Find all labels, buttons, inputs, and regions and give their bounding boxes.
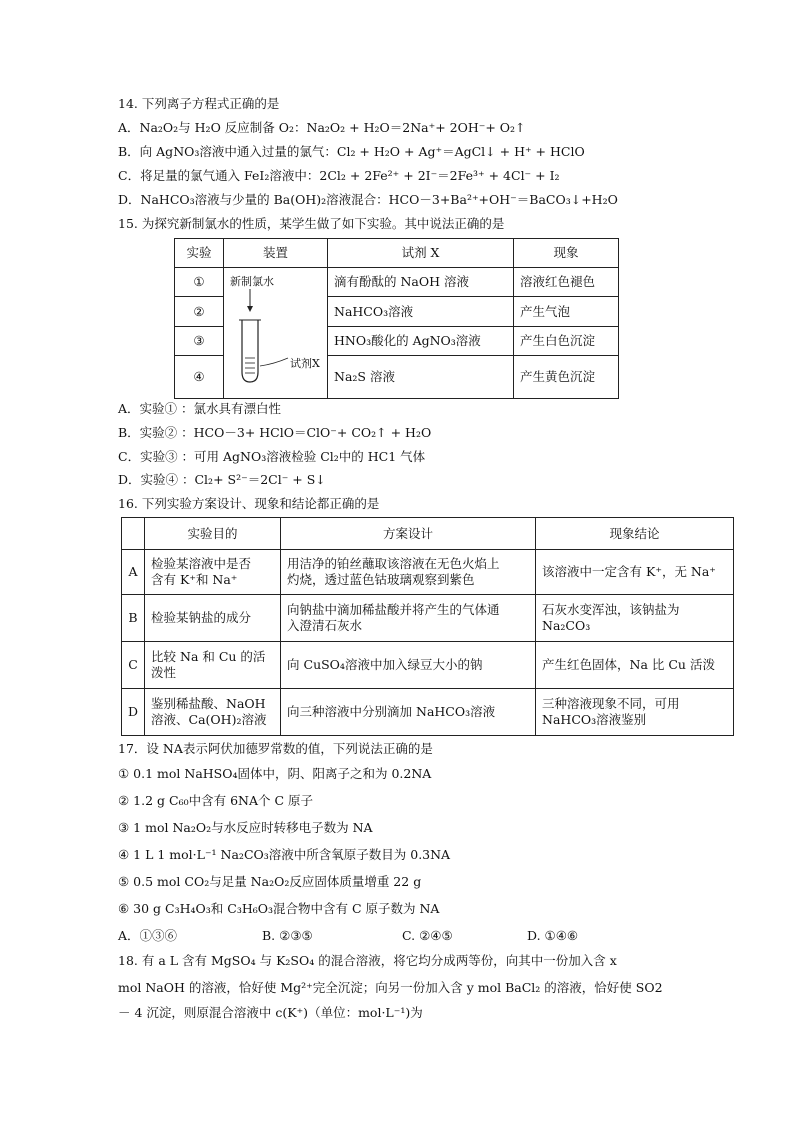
q16-rowC-purpose-line2: 泼性 (151, 665, 177, 680)
q17-item-6: ⑥ 30 g C₃H₄O₃和 C₃H₆O₃混合物中含有 C 原子数为 NA (118, 901, 440, 916)
q15-stem: 15. 为探究新制氯水的性质，某学生做了如下实验。其中说法正确的是 (118, 216, 505, 231)
q16-rowA-design-line2: 灼烧，透过蓝色钴玻璃观察到紫色 (287, 572, 475, 587)
q16-rowD-result (536, 689, 734, 736)
q14-option-b: B．向 AgNO₃溶液中通入过量的氯气：Cl₂ + H₂O + Ag⁺＝AgCl↓ + H⁺ + HClO (118, 144, 585, 159)
q16-rowA-result (536, 550, 734, 595)
q16-rowD-design-line1: 向三种溶液中分别滴加 NaHCO₃溶液 (287, 704, 496, 719)
q15-row4-id: ④ (175, 356, 224, 399)
q18-line-1: 18. 有 a L 含有 MgSO₄ 与 K₂SO₄ 的混合溶液，将它均分成两等份，向其中一份加入含 x (118, 953, 617, 968)
q15-option-a: A．实验① ：氯水具有漂白性 (118, 401, 282, 416)
q16-rowA-result-line1: 该溶液中一定含有 K⁺，无 Na⁺ (542, 564, 716, 579)
q16-rowA-purpose (145, 550, 281, 595)
q17-item-5: ⑤ 0.5 mol CO₂与足量 Na₂O₂反应固体质量增重 22 g (118, 874, 422, 889)
q16-stem: 16. 下列实验方案设计、现象和结论都正确的是 (118, 496, 380, 511)
q16-rowC-design-line1: 向 CuSO₄溶液中加入绿豆大小的钠 (287, 657, 483, 672)
q16-header-purpose: 实验目的 (145, 518, 281, 550)
q16-rowB-design (281, 595, 536, 642)
apparatus-label-reagent-x: 试剂X (290, 357, 320, 370)
q14-option-c: C．将足量的氯气通入 FeI₂溶液中：2Cl₂ + 2Fe²⁺ + 2I⁻＝2Fe³⁺ + 4Cl⁻ + I₂ (118, 168, 560, 183)
q16-header-blank (122, 518, 145, 550)
q15-row1-phenomenon: 溶液红色褪色 (514, 268, 619, 297)
q15-header-experiment: 实验 (175, 239, 224, 268)
q15-apparatus-cell (224, 268, 328, 399)
q16-rowD-purpose (145, 689, 281, 736)
q15-row1-id: ① (175, 268, 224, 297)
q16-rowA-purpose-line2: 含有 K⁺和 Na⁺ (151, 572, 238, 587)
q16-rowD-result-line2: NaHCO₃溶液鉴别 (542, 712, 647, 727)
q16-rowB-result (536, 595, 734, 642)
q18-line-3: － 4 沉淀，则原混合溶液中 c(K⁺)（单位：mol·L⁻¹)为 (118, 1005, 423, 1020)
q16-rowD-design (281, 689, 536, 736)
q16-header-design: 方案设计 (281, 518, 536, 550)
q16-rowC-purpose (145, 642, 281, 689)
q16-rowD-result-line1: 三种溶液现象不同，可用 (542, 696, 680, 711)
q15-row2-phenomenon: 产生气泡 (514, 297, 619, 326)
q17-choice-a: A．①③⑥ (118, 928, 178, 943)
q16-rowB-purpose (145, 595, 281, 642)
test-tube-diagram (224, 268, 327, 398)
q14-option-d: D．NaHCO₃溶液与少量的 Ba(OH)₂溶液混合：HCO－3+Ba²⁺+OH⁻＝BaCO₃↓+H₂O (118, 192, 618, 207)
apparatus-label-chlorine-water: 新制氯水 (230, 275, 274, 288)
q17-item-4: ④ 1 L 1 mol·L⁻¹ Na₂CO₃溶液中所含氧原子数目为 0.3NA (118, 847, 451, 862)
q17-item-2: ② 1.2 g C₆₀中含有 6NA个 C 原子 (118, 793, 313, 808)
q16-rowB-result-line1: 石灰水变浑浊，该钠盐为 (542, 602, 680, 617)
q15-table (174, 238, 619, 399)
q16-rowB-design-line2: 入澄清石灰水 (287, 618, 363, 633)
test-tube-icon (224, 268, 327, 398)
q15-header-phenomenon: 现象 (514, 239, 619, 268)
q15-row1-reagent: 滴有酚酞的 NaOH 溶液 (328, 268, 514, 297)
q16-rowA-id: A (122, 550, 145, 595)
q18-line-2: mol NaOH 的溶液，恰好使 Mg²⁺完全沉淀；向另一份加入含 y mol BaCl₂ 的溶液，恰好使 SO2 (118, 980, 663, 995)
q16-rowC-design (281, 642, 536, 689)
q15-row4-reagent: Na₂S 溶液 (328, 356, 514, 399)
q15-row4-phenomenon: 产生黄色沉淀 (514, 356, 619, 399)
q16-rowA-design-line1: 用洁净的铂丝蘸取该溶液在无色火焰上 (287, 556, 500, 571)
q17-item-3: ③ 1 mol Na₂O₂与水反应时转移电子数为 NA (118, 820, 373, 835)
q14-option-a: A．Na₂O₂与 H₂O 反应制备 O₂：Na₂O₂ + H₂O＝2Na⁺+ 2OH⁻+ O₂↑ (118, 120, 526, 135)
q15-option-c: C．实验③ ：可用 AgNO₃溶液检验 Cl₂中的 HC1 气体 (118, 449, 426, 464)
q16-header-result: 现象结论 (536, 518, 734, 550)
q16-rowB-purpose-line1: 检验某钠盐的成分 (151, 610, 252, 625)
q16-rowC-result (536, 642, 734, 689)
q16-rowC-id: C (122, 642, 145, 689)
q16-rowA-purpose-line1: 检验某溶液中是否 (151, 556, 252, 571)
q17-stem: 17．设 NA表示阿伏加德罗常数的值，下列说法正确的是 (118, 741, 433, 756)
q16-rowA-design (281, 550, 536, 595)
q16-rowB-result-line2: Na₂CO₃ (542, 618, 591, 633)
q15-row3-reagent: HNO₃酸化的 AgNO₃溶液 (328, 326, 514, 355)
q14-stem: 14. 下列离子方程式正确的是 (118, 96, 280, 111)
q15-row3-id: ③ (175, 326, 224, 355)
q17-choice-c: C. ②④⑤ (402, 928, 453, 943)
q15-header-apparatus: 装置 (224, 239, 328, 268)
q15-header-reagent: 试剂 X (328, 239, 514, 268)
q16-rowD-purpose-line1: 鉴别稀盐酸、NaOH (151, 696, 266, 711)
q16-rowB-design-line1: 向钠盐中滴加稀盐酸并将产生的气体通 (287, 602, 500, 617)
q16-rowC-purpose-line1: 比较 Na 和 Cu 的活 (151, 649, 266, 664)
q17-item-1: ① 0.1 mol NaHSO₄固体中，阴、阳离子之和为 0.2NA (118, 766, 432, 781)
q16-rowC-result-line1: 产生红色固体，Na 比 Cu 活泼 (542, 657, 715, 672)
q15-option-b: B．实验② ：HCO－3+ HClO＝ClO⁻+ CO₂↑ + H₂O (118, 425, 432, 440)
q16-table (121, 517, 734, 736)
q17-choice-d: D. ①④⑥ (527, 928, 579, 943)
q16-rowD-id: D (122, 689, 145, 736)
q15-row2-id: ② (175, 297, 224, 326)
q16-rowB-id: B (122, 595, 145, 642)
q15-row2-reagent: NaHCO₃溶液 (328, 297, 514, 326)
q15-row3-phenomenon: 产生白色沉淀 (514, 326, 619, 355)
q17-choice-b: B. ②③⑤ (262, 928, 313, 943)
q15-option-d: D．实验④ ：Cl₂+ S²⁻＝2Cl⁻ + S↓ (118, 472, 326, 487)
q16-rowD-purpose-line2: 溶液、Ca(OH)₂溶液 (151, 712, 267, 727)
